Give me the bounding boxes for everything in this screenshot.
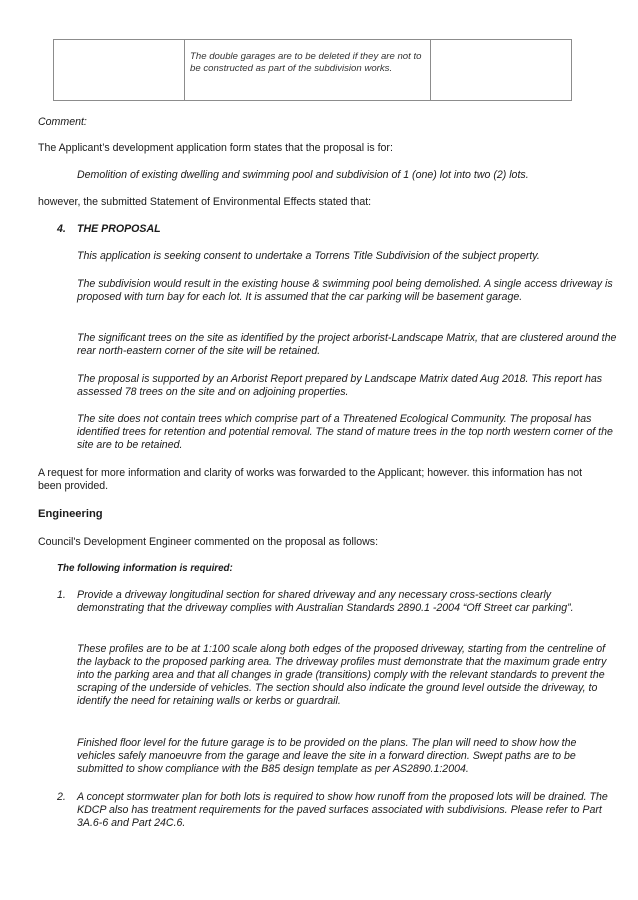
- item-number-2: 2.: [57, 791, 66, 803]
- engineering-intro: Council's Development Engineer commented on the proposal as follows:: [38, 536, 379, 548]
- however-paragraph: however, the submitted Statement of Environmental Effects stated that:: [38, 196, 372, 208]
- proposal-paragraph-3: The significant trees on the site as identified by the project arborist-Landscape Matrix, that are clustered around the rear north-eastern corner of the site will be retained.: [77, 332, 617, 357]
- proposal-paragraph-1: This application is seeking consent to undertake a Torrens Title Subdivision of the subject property.: [77, 250, 540, 262]
- engineering-item-2: A concept stormwater plan for both lots is required to show how runoff from the proposed lots will be drained. The KDCP also has treatment requirements for the paved surfaces associated with subdivisions. Please refer to Part 3A.6-6 and Part 24C.6.: [77, 791, 608, 829]
- table-cell-empty-left: [54, 40, 185, 101]
- engineering-heading: Engineering: [38, 508, 103, 520]
- table-row: [54, 40, 572, 101]
- table-cell-text: The double garages are to be deleted if they are not to be constructed as part of the subdivision works.: [185, 40, 431, 101]
- proposal-heading: THE PROPOSAL: [77, 223, 161, 235]
- comment-heading: Comment:: [38, 116, 87, 128]
- intro-paragraph: The Applicant’s development application form states that the proposal is for:: [38, 142, 393, 154]
- engineering-item-1-sub-1: These profiles are to be at 1:100 scale along both edges of the proposed driveway, starting from the centreline of the layback to the proposed parking area. The driveway profiles must demonstrate that the maximum grade entry into the parking area and that all changes in grade (transitions) comply with the relevant standards to prevent the scraping of the underside of vehicles. The section should also indicate the ground level outside the driveway, to identify the need for retaining walls or kerbs or guardrail.: [77, 643, 607, 707]
- engineering-item-1-sub-2: Finished floor level for the future garage is to be provided on the plans. The plan will need to show how the vehicles safely manoeuvre from the garage and leave the site in a forward direction. Swept paths are to be submitted to show compliance with the B85 design template as per AS2890.1:2004.: [77, 737, 577, 775]
- proposal-paragraph-5: The site does not contain trees which comprise part of a Threatened Ecological Community. The proposal has identified trees for retention and potential removal. The stand of mature trees in the top north western corner of the site are to be retained.: [77, 413, 613, 451]
- table-cell-empty-right: [431, 40, 572, 101]
- form-statement: Demolition of existing dwelling and swimming pool and subdivision of 1 (one) lot into two (2) lots.: [77, 169, 529, 181]
- proposal-paragraph-2: The subdivision would result in the existing house & swimming pool being demolished. A single access driveway is proposed with turn bay for each lot. It is assumed that the car parking will be basement garage.: [77, 278, 613, 303]
- request-paragraph: A request for more information and clarity of works was forwarded to the Applicant; however. this information has not been provided.: [38, 467, 583, 492]
- proposal-number: 4.: [57, 223, 66, 235]
- required-heading: The following information is required:: [57, 563, 233, 574]
- proposal-paragraph-4: The proposal is supported by an Arborist Report prepared by Landscape Matrix dated Aug 2018. This report has assessed 78 trees on the site and on adjoining properties.: [77, 373, 603, 398]
- engineering-item-1: Provide a driveway longitudinal section for shared driveway and any necessary cross-sections clearly demonstrating that the driveway complies with Australian Standards 2890.1 -2004 “Off Street car parking”.: [77, 589, 574, 614]
- conditions-table: [53, 39, 572, 101]
- item-number-1: 1.: [57, 589, 66, 601]
